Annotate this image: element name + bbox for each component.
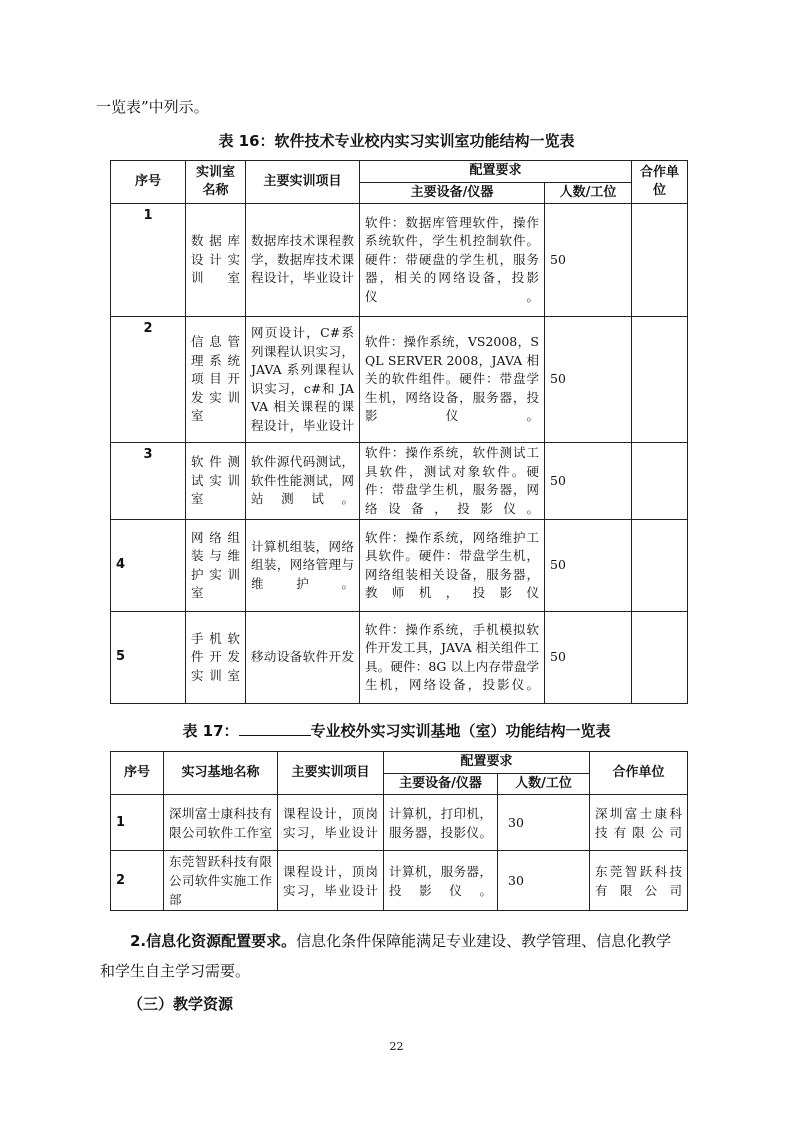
row-equipment: 计算机，服务器，投影仪。: [384, 851, 498, 911]
table16-header-room: 实训室名称: [186, 161, 246, 204]
row-capacity: 50: [545, 612, 632, 704]
row-equipment: 软件：操作系统，软件测试工具软件，测试对象软件。硬件：带盘学生机，服务器，网络设备，投影仪。: [360, 443, 545, 520]
row-room: 数据库设计实训室: [186, 204, 246, 317]
row-projects: 软件源代码测试，软件性能测试，网站测试。: [246, 443, 360, 520]
table-row: [111, 204, 688, 317]
row-partner: [632, 612, 688, 704]
table-row: [111, 317, 688, 443]
row-partner: [632, 204, 688, 317]
table16-header-projects: 主要实训项目: [246, 161, 360, 204]
section2-body-line1: 信息化条件保障能满足专业建设、教学管理、信息化教学: [296, 932, 672, 950]
row-projects: 计算机组装，网络组装，网络管理与维护。: [246, 520, 360, 612]
table17-header-seq: 序号: [111, 752, 164, 795]
caption-blank-line: [239, 721, 311, 736]
row-projects: 数据库技术课程教学，数据库技术课程设计，毕业设计: [246, 204, 360, 317]
row-equipment: 软件：操作系统，网络维护工具软件。硬件：带盘学生机，网络组装相关设备，服务器，教师机，投影仪: [360, 520, 545, 612]
table17-header-partner: 合作单位: [590, 752, 688, 795]
table16-header-seq: 序号: [111, 161, 186, 204]
row-room: 信息管理系统项目开发实训室: [186, 317, 246, 443]
row-equipment: 软件：数据库管理软件，操作系统软件，学生机控制软件。硬件：带硬盘的学生机，服务器，相关的网络设备，投影仪。: [360, 204, 545, 317]
row-equipment: 软件：操作系统，手机模拟软件开发工具，JAVA 相关组件工具。硬件：8G 以上内存带盘学生机，网络设备，投影仪。: [360, 612, 545, 704]
row-room: 手机软件开发实训室: [186, 612, 246, 704]
row-projects: 移动设备软件开发: [246, 612, 360, 704]
table16-caption: 表 16：软件技术专业校内实习实训室功能结构一览表: [218, 132, 575, 150]
row-projects: 课程设计，顶岗实习，毕业设计: [278, 795, 384, 851]
row-seq: 2: [111, 317, 186, 443]
section3-heading: （三）教学资源: [128, 995, 234, 1013]
table17-header-capacity: 人数/工位: [498, 773, 590, 795]
section2-line1: [100, 926, 700, 956]
table16: [110, 160, 688, 704]
row-base: 东莞智跃科技有限公司软件实施工作部: [164, 851, 278, 911]
row-seq: 1: [111, 795, 164, 851]
row-room: 软件测试实训室: [186, 443, 246, 520]
table-row: [111, 443, 688, 520]
row-seq: 4: [111, 520, 186, 612]
page-number: 22: [389, 1040, 404, 1053]
row-capacity: 50: [545, 443, 632, 520]
section2-body-line2: 和学生自主学习需要。: [100, 962, 251, 980]
table-row: [111, 795, 688, 851]
row-partner: 东莞智跃科技有限公司: [590, 851, 688, 911]
table17-header-equipment: 主要设备/仪器: [384, 773, 498, 795]
table17-caption-suffix: 专业校外实习实训基地（室）功能结构一览表: [310, 722, 611, 740]
row-seq: 3: [111, 443, 186, 520]
table17-caption-prefix: 表 17：: [182, 722, 239, 740]
table-row: [111, 851, 688, 911]
table16-header-config: 配置要求: [360, 161, 632, 183]
row-partner: 深圳富士康科技有限公司: [590, 795, 688, 851]
row-capacity: 50: [545, 204, 632, 317]
table17-header-projects: 主要实训项目: [278, 752, 384, 795]
intro-line: 一览表”中列示。: [96, 98, 209, 116]
row-partner: [632, 317, 688, 443]
row-capacity: 30: [498, 795, 590, 851]
table16-header-partner: 合作单位: [632, 161, 688, 204]
table-row: [111, 520, 688, 612]
section2-heading: 2.信息化资源配置要求。: [130, 932, 297, 950]
row-room: 网络组装与维护实训室: [186, 520, 246, 612]
table16-header-equipment: 主要设备/仪器: [360, 182, 545, 204]
row-partner: [632, 443, 688, 520]
row-projects: 网页设计，C#系列课程认识实习，JAVA 系列课程认识实习，c#和 JAVA 相关课程的课程设计，毕业设计: [246, 317, 360, 443]
table17: [110, 751, 688, 911]
row-seq: 5: [111, 612, 186, 704]
section2-paragraph: [100, 926, 700, 986]
row-projects: 课程设计，顶岗实习，毕业设计: [278, 851, 384, 911]
row-equipment: 计算机，打印机，服务器，投影仪。: [384, 795, 498, 851]
table17-header-config: 配置要求: [384, 752, 590, 774]
row-capacity: 30: [498, 851, 590, 911]
row-capacity: 50: [545, 317, 632, 443]
row-seq: 1: [111, 204, 186, 317]
table17-header-base: 实习基地名称: [164, 752, 278, 795]
table17-caption: [0, 720, 793, 741]
row-seq: 2: [111, 851, 164, 911]
row-base: 深圳富士康科技有限公司软件工作室: [164, 795, 278, 851]
row-partner: [632, 520, 688, 612]
table16-header-capacity: 人数/工位: [545, 182, 632, 204]
table-row: [111, 612, 688, 704]
row-capacity: 50: [545, 520, 632, 612]
row-equipment: 软件：操作系统，VS2008，SQL SERVER 2008，JAVA 相关的软件组件。硬件：带盘学生机，网络设备，服务器，投影仪。: [360, 317, 545, 443]
